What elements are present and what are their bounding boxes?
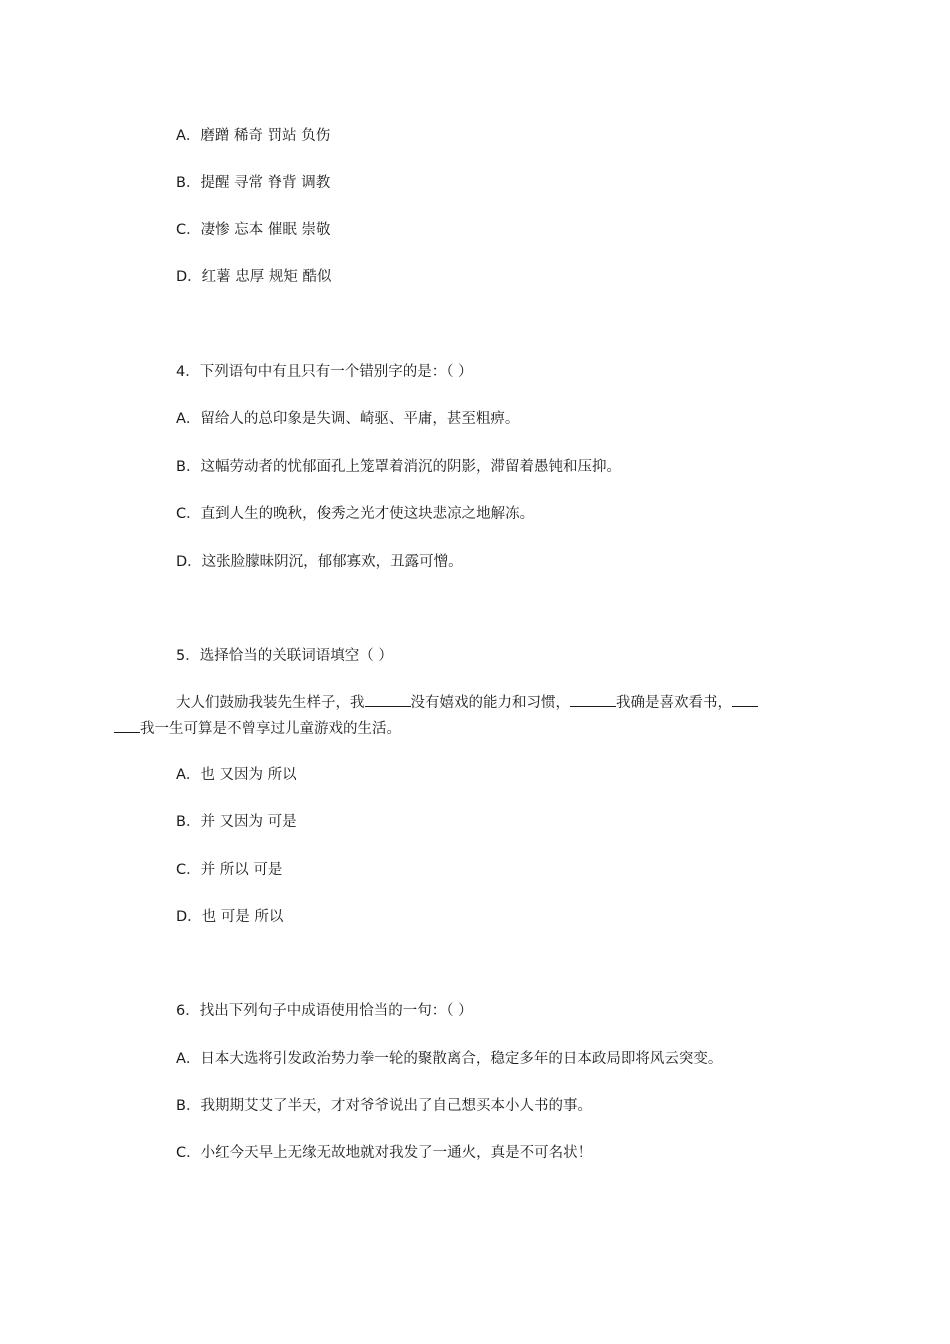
q5-blank-1	[365, 706, 411, 707]
q5-passage	[140, 690, 810, 742]
q5-passage-part2: 没有嬉戏的能力和习惯，	[410, 695, 570, 711]
q6-option-c: C．小红今天早上无缘无故地就对我发了一通火，真是不可名状！	[176, 1145, 593, 1161]
q5-option-c: C．并 所以 可是	[176, 862, 283, 878]
q3-option-d: D．红薯 忠厚 规矩 酷似	[176, 269, 332, 285]
q5-blank-2	[570, 706, 616, 707]
q5-passage-part4: 我一生可算是不曾享过儿童游戏的生活。	[140, 721, 401, 737]
q6-stem: 6．找出下列句子中成语使用恰当的一句：（ ）	[176, 1003, 473, 1019]
q4-stem: 4．下列语句中有且只有一个错别字的是：（ ）	[176, 364, 473, 380]
q5-stem: 5．选择恰当的关联词语填空（ ）	[176, 648, 393, 664]
q4-option-c: C．直到人生的晚秋，俊秀之光才使这块悲凉之地解冻。	[176, 506, 535, 522]
q6-option-b: B．我期期艾艾了半天，才对爷爷说出了自己想买本小人书的事。	[176, 1098, 592, 1114]
q5-passage-part3: 我确是喜欢看书，	[616, 695, 732, 711]
q5-option-a: A．也 又因为 所以	[176, 767, 297, 783]
q4-option-d: D．这张脸朦昧阴沉，郁郁寡欢，丑露可憎。	[176, 554, 463, 570]
q4-option-b: B．这幅劳动者的忧郁面孔上笼罩着消沉的阴影，滞留着愚钝和压抑。	[176, 459, 621, 475]
q4-option-a: A．留给人的总印象是失调、崎驱、平庸，甚至粗痹。	[176, 411, 520, 427]
q5-blank-3a	[732, 706, 758, 707]
q6-option-a: A．日本大选将引发政治势力拳一轮的聚散离合，稳定多年的日本政局即将风云突变。	[176, 1051, 723, 1067]
q5-option-b: B．并 又因为 可是	[176, 814, 297, 830]
q5-passage-part1: 大人们鼓励我装先生样子，我	[176, 695, 365, 711]
q5-option-d: D．也 可是 所以	[176, 909, 284, 925]
q5-blank-3b	[114, 732, 140, 733]
q3-option-b: B．提醒 寻常 脊背 调教	[176, 175, 331, 191]
q3-option-a: A．磨蹭 稀奇 罚站 负伤	[176, 128, 331, 144]
q3-option-c: C．凄惨 忘本 催眠 崇敬	[176, 222, 331, 238]
